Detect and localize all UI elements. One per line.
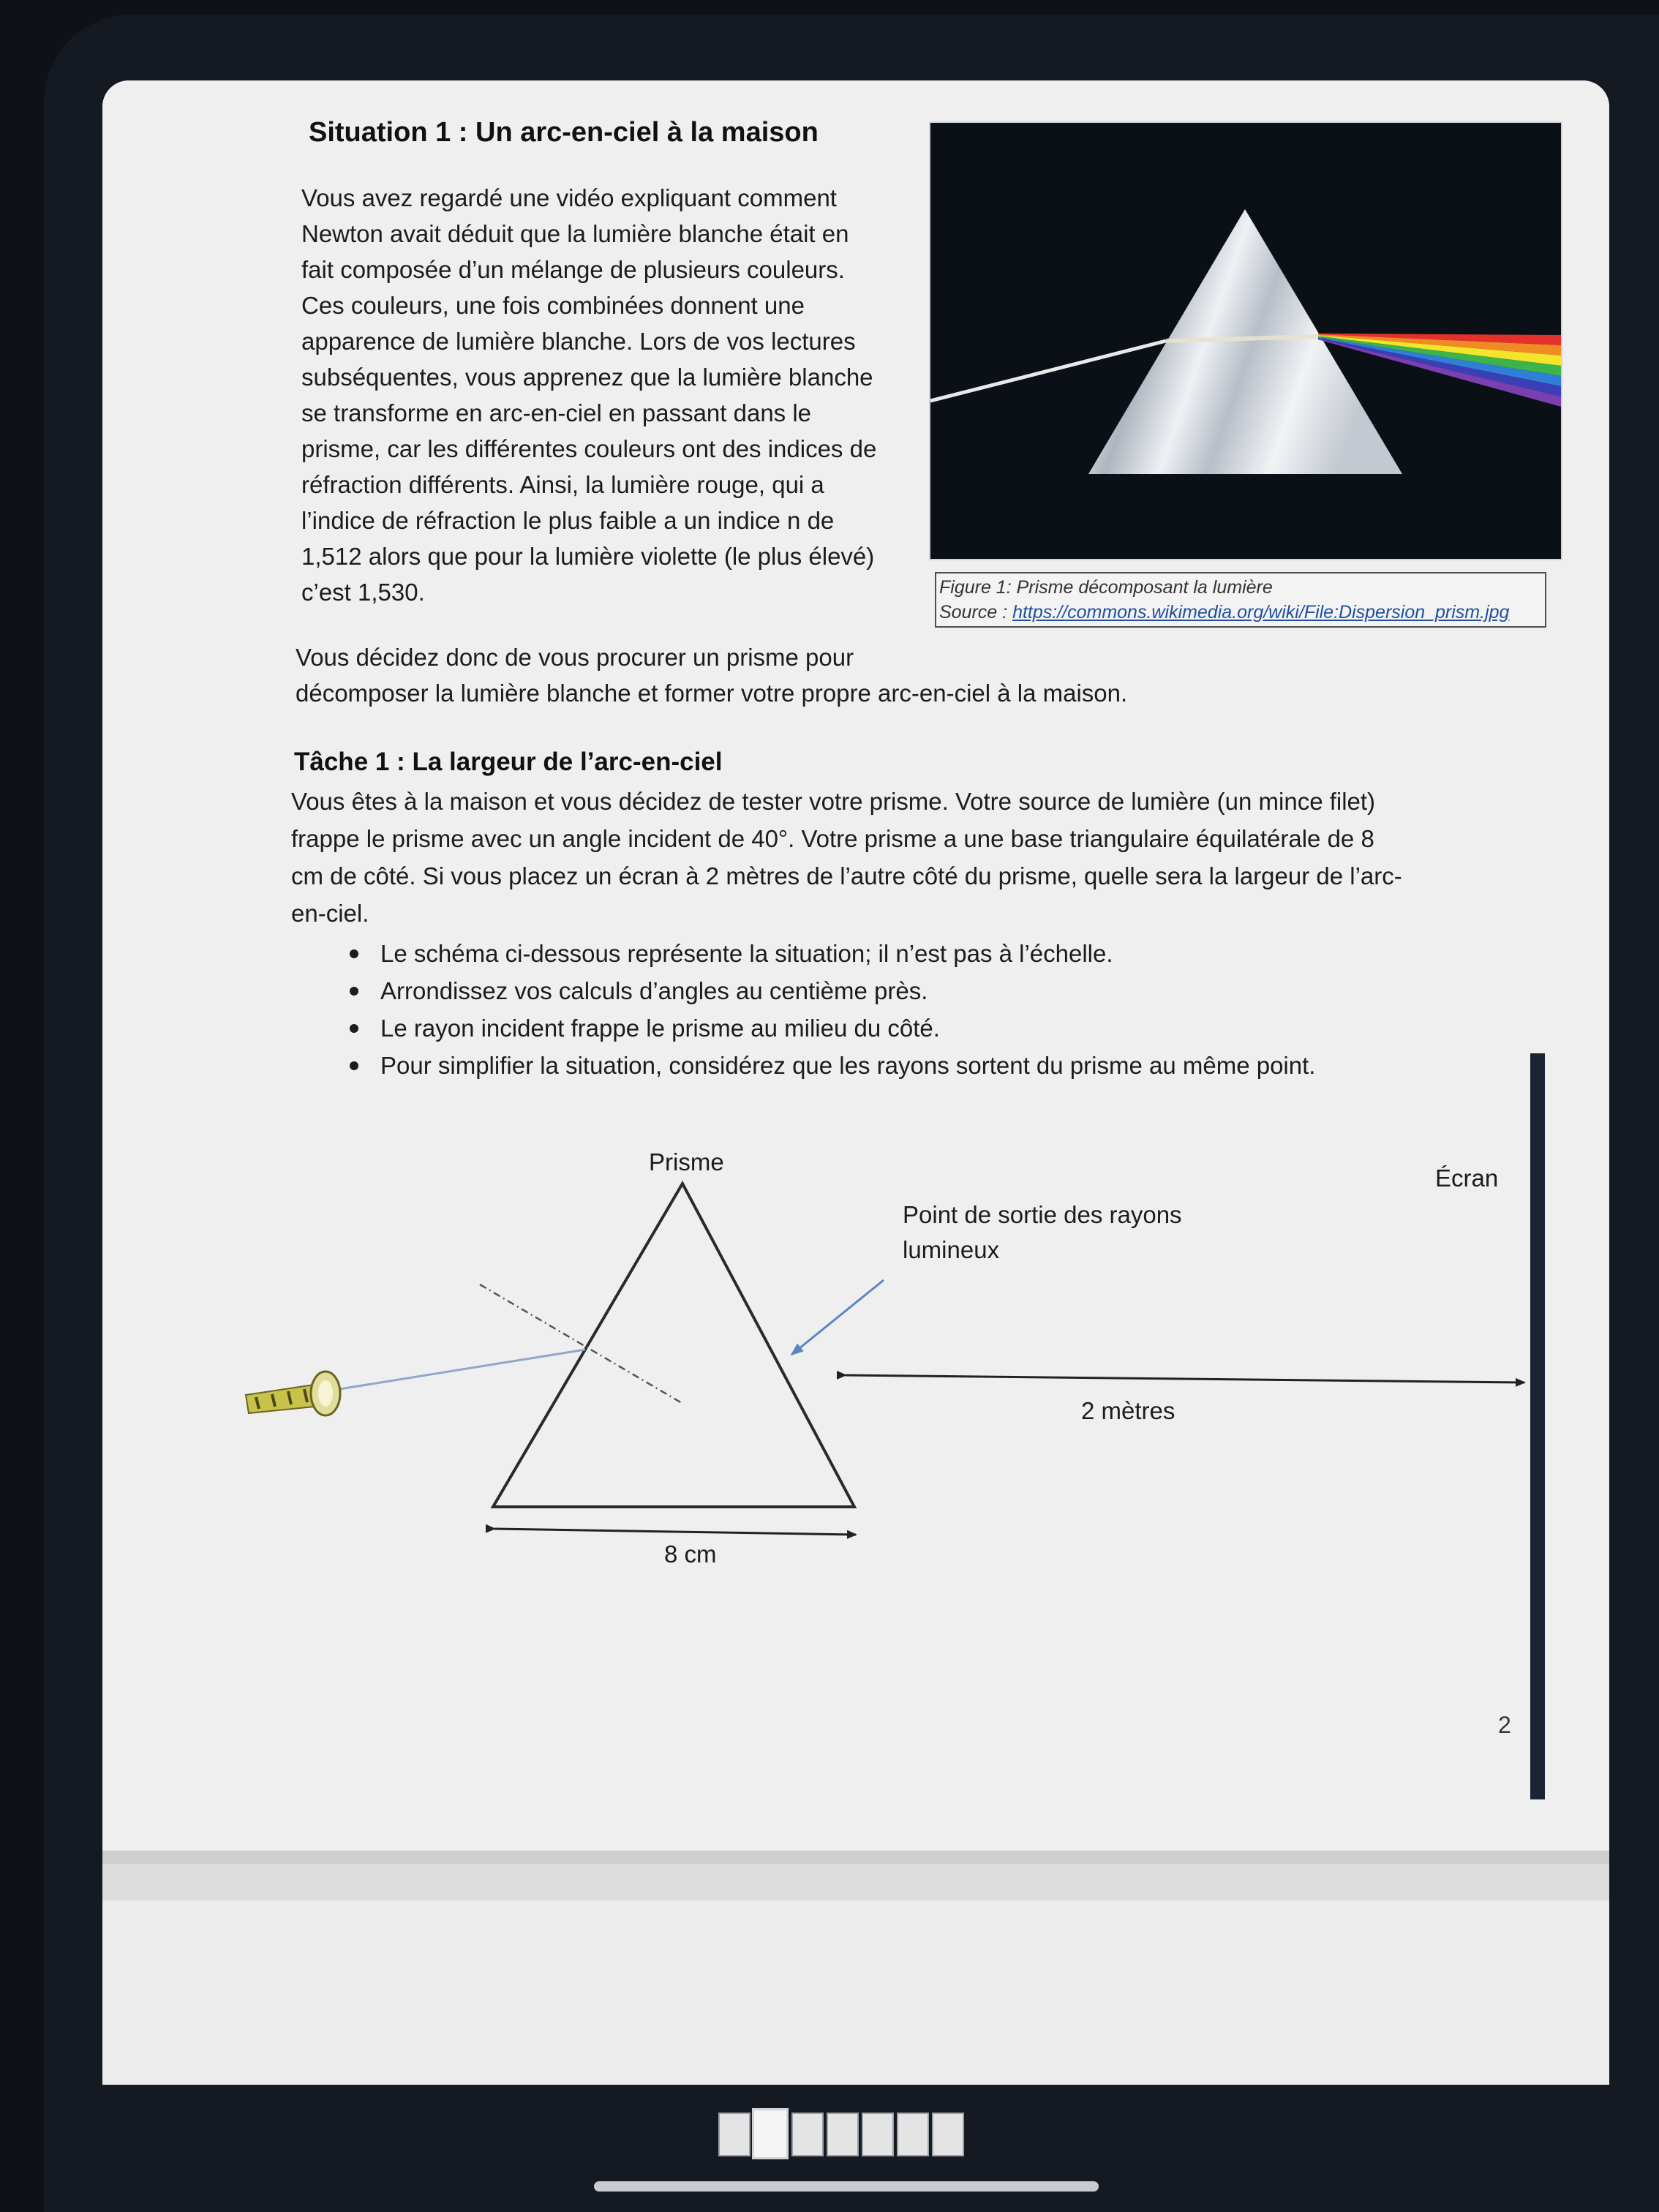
intro-line: Newton avait déduit que la lumière blanche était en bbox=[301, 220, 849, 247]
intro-line: se transforme en arc-en-ciel en passant dans le bbox=[301, 399, 812, 426]
source-link[interactable]: https://commons.wikimedia.org/wiki/File:Dispersion_prism.jpg bbox=[1012, 602, 1510, 622]
task-line: en-ciel. bbox=[291, 900, 369, 927]
prism-triangle bbox=[493, 1184, 854, 1507]
intro-line: l’indice de réfraction le plus faible a un indice n de bbox=[301, 507, 835, 534]
screen-label: Écran bbox=[1435, 1165, 1499, 1192]
intro-line: fait composée d’un mélange de plusieurs couleurs. bbox=[301, 256, 845, 283]
intro-line: prisme, car les différentes couleurs ont des indices de bbox=[301, 435, 877, 462]
situation-title: Situation 1 : Un arc-en-ciel à la maison bbox=[309, 117, 819, 148]
page-thumbnail[interactable] bbox=[932, 2113, 964, 2156]
page-thumbnail[interactable] bbox=[897, 2113, 929, 2156]
intro-line: apparence de lumière blanche. Lors de vos lectures bbox=[301, 328, 856, 355]
list-item: Le schéma ci-dessous représente la situation; il n’est pas à l’échelle. bbox=[380, 935, 1315, 972]
intro-line: réfraction différents. Ainsi, la lumière rouge, qui a bbox=[301, 471, 824, 498]
base-width-label: 8 cm bbox=[664, 1540, 717, 1568]
intro-line: Ces couleurs, une fois combinées donnent une bbox=[301, 292, 805, 319]
task-line: cm de côté. Si vous placez un écran à 2 mètres de l’autre côté du prisme, quelle sera la largeur de l’arc- bbox=[291, 862, 1402, 889]
task-line: Vous êtes à la maison et vous décidez de tester votre prisme. Votre source de lumière (un mince filet) bbox=[291, 788, 1376, 815]
prism-label: Prisme bbox=[649, 1148, 724, 1175]
list-item: Pour simplifier la situation, considérez que les rayons sortent du prisme au même point. bbox=[380, 1047, 1315, 1084]
task-title: Tâche 1 : La largeur de l’arc-en-ciel bbox=[294, 748, 723, 776]
next-page bbox=[102, 1900, 1609, 2085]
intro-line: c’est 1,530. bbox=[301, 579, 425, 606]
document-viewer[interactable] bbox=[102, 80, 1609, 2085]
prism-schematic bbox=[102, 80, 1609, 1851]
task-line: frappe le prisme avec un angle incident de 40°. Votre prisme a une base triangulaire équilatérale de 8 bbox=[291, 825, 1374, 852]
normal-line bbox=[480, 1284, 682, 1403]
page-thumbnail[interactable] bbox=[718, 2113, 750, 2156]
caption-text: Figure 1: Prisme décomposant la lumière bbox=[939, 577, 1273, 598]
page-thumbnail[interactable] bbox=[827, 2113, 859, 2156]
page-thumbnail[interactable] bbox=[791, 2113, 824, 2156]
intro-line: subséquentes, vous apprenez que la lumière blanche bbox=[301, 364, 873, 391]
page-thumbnail[interactable] bbox=[862, 2113, 894, 2156]
page-divider bbox=[102, 1851, 1609, 1864]
intro-line: Vous avez regardé une vidéo expliquant comment bbox=[301, 184, 837, 211]
exit-point-pointer bbox=[791, 1280, 884, 1355]
page-thumbnail-active[interactable] bbox=[752, 2108, 789, 2159]
page-gap bbox=[102, 1864, 1609, 1900]
document-page bbox=[102, 80, 1609, 1851]
incident-ray bbox=[335, 1350, 585, 1390]
distance-arrow bbox=[846, 1375, 1524, 1382]
exit-point-label-line1: Point de sortie des rayons bbox=[903, 1201, 1182, 1228]
flashlight-icon bbox=[246, 1372, 340, 1415]
exit-point-label-line2: lumineux bbox=[903, 1236, 1000, 1263]
intro-line: Vous décidez donc de vous procurer un prisme pour bbox=[296, 644, 854, 671]
page-number: 2 bbox=[1498, 1712, 1511, 1738]
base-width-arrow bbox=[494, 1529, 856, 1535]
screen-bar bbox=[1530, 1053, 1545, 1799]
home-indicator[interactable] bbox=[594, 2181, 1099, 2192]
source-label: Source : bbox=[939, 602, 1013, 622]
list-item: Le rayon incident frappe le prisme au milieu du côté. bbox=[380, 1009, 1315, 1047]
list-item: Arrondissez vos calculs d’angles au centième près. bbox=[380, 972, 1315, 1009]
distance-label: 2 mètres bbox=[1081, 1397, 1175, 1424]
intro-line: décomposer la lumière blanche et former votre propre arc-en-ciel à la maison. bbox=[296, 680, 1128, 707]
intro-line: 1,512 alors que pour la lumière violette (le plus élevé) bbox=[301, 543, 875, 570]
